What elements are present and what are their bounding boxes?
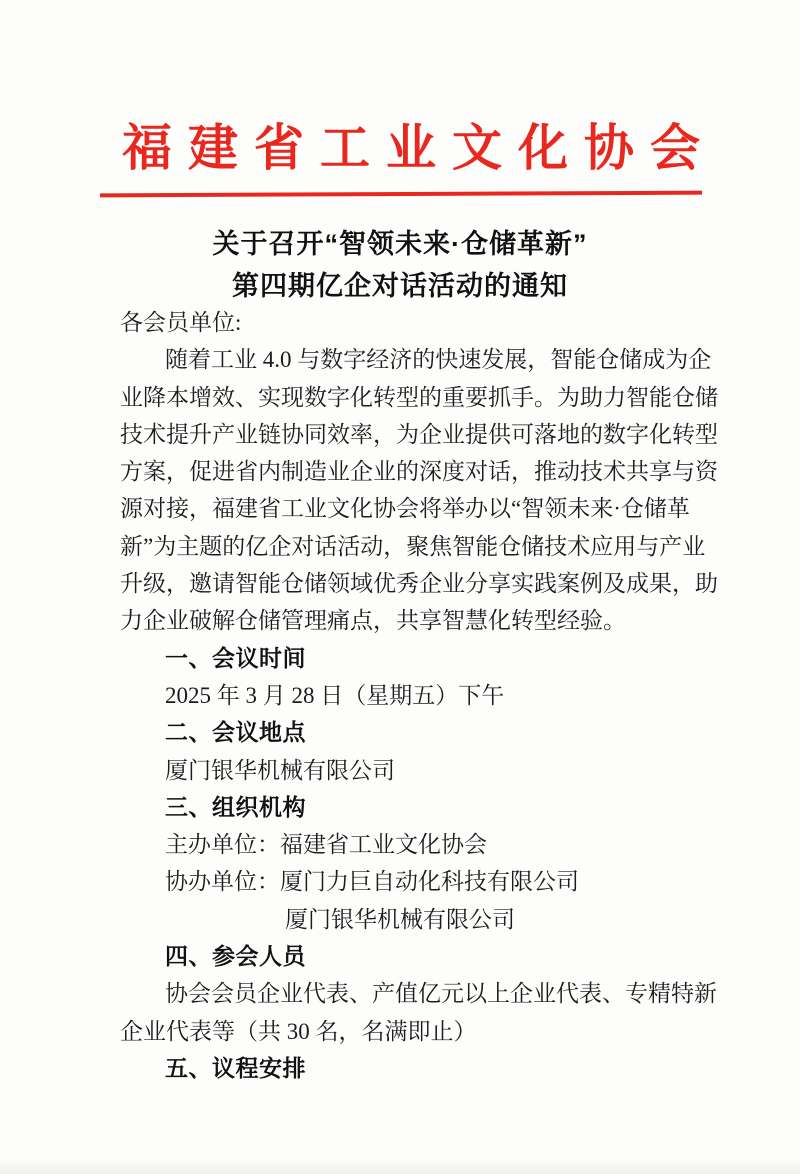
letterhead-divider-line — [100, 191, 702, 198]
section-heading-meeting-time: 一、会议时间 — [165, 644, 306, 671]
intro-line-1: 随着工业 4.0 与数字经济的快速发展，智能仓储成为企 — [165, 347, 712, 373]
letterhead-org-name: 福建省工业文化协会 — [122, 120, 716, 176]
section-heading-participants: 四、参会人员 — [165, 943, 306, 970]
notice-body — [120, 304, 718, 1087]
intro-line-4: 方案，促进省内制造业企业的深度对话，推动技术共享与资 — [120, 459, 718, 485]
intro-line-5: 源对接，福建省工业文化协会将举办以“智领未来·仓储革 — [120, 496, 690, 522]
notice-title — [0, 223, 800, 307]
section-heading-agenda: 五、议程安排 — [165, 1054, 306, 1081]
salutation: 各会员单位: — [120, 310, 242, 335]
intro-line-2: 业降本增效、实现数字化转型的重要抓手。为助力智能仓储 — [120, 384, 718, 410]
intro-line-7: 升级，邀请智能仓储领域优秀企业分享实践案例及成果，助 — [120, 571, 718, 597]
section-heading-organizers: 三、组织机构 — [165, 793, 306, 820]
participants-line-2: 企业代表等（共 30 名，名满即止） — [120, 1018, 477, 1044]
intro-line-6: 新”为主题的亿企对话活动，聚焦智能仓储技术应用与产业 — [120, 533, 706, 559]
participants-line-1: 协会会员企业代表、产值亿元以上企业代表、专精特新 — [165, 981, 717, 1007]
section-heading-meeting-place: 二、会议地点 — [165, 719, 306, 746]
intro-line-8: 力企业破解仓储管理痛点，共享智慧化转型经验。 — [120, 608, 626, 634]
host-organizer-line: 主办单位：福建省工业文化协会 — [165, 832, 487, 858]
co-organizer-line-2: 厦门银华机械有限公司 — [285, 906, 515, 932]
scan-bottom-shadow — [0, 1160, 800, 1174]
notice-title-line1: 关于召开“智领未来·仓储革新” — [212, 229, 588, 259]
intro-line-3: 技术提升产业链协同效率，为企业提供可落地的数字化转型 — [120, 421, 718, 447]
co-organizer-line-1: 协办单位：厦门力巨自动化科技有限公司 — [165, 869, 579, 895]
meeting-place-value: 厦门银华机械有限公司 — [165, 757, 395, 783]
notice-title-line2: 第四期亿企对话活动的通知 — [232, 271, 568, 301]
meeting-time-value: 2025 年 3 月 28 日（星期五）下午 — [165, 682, 505, 708]
